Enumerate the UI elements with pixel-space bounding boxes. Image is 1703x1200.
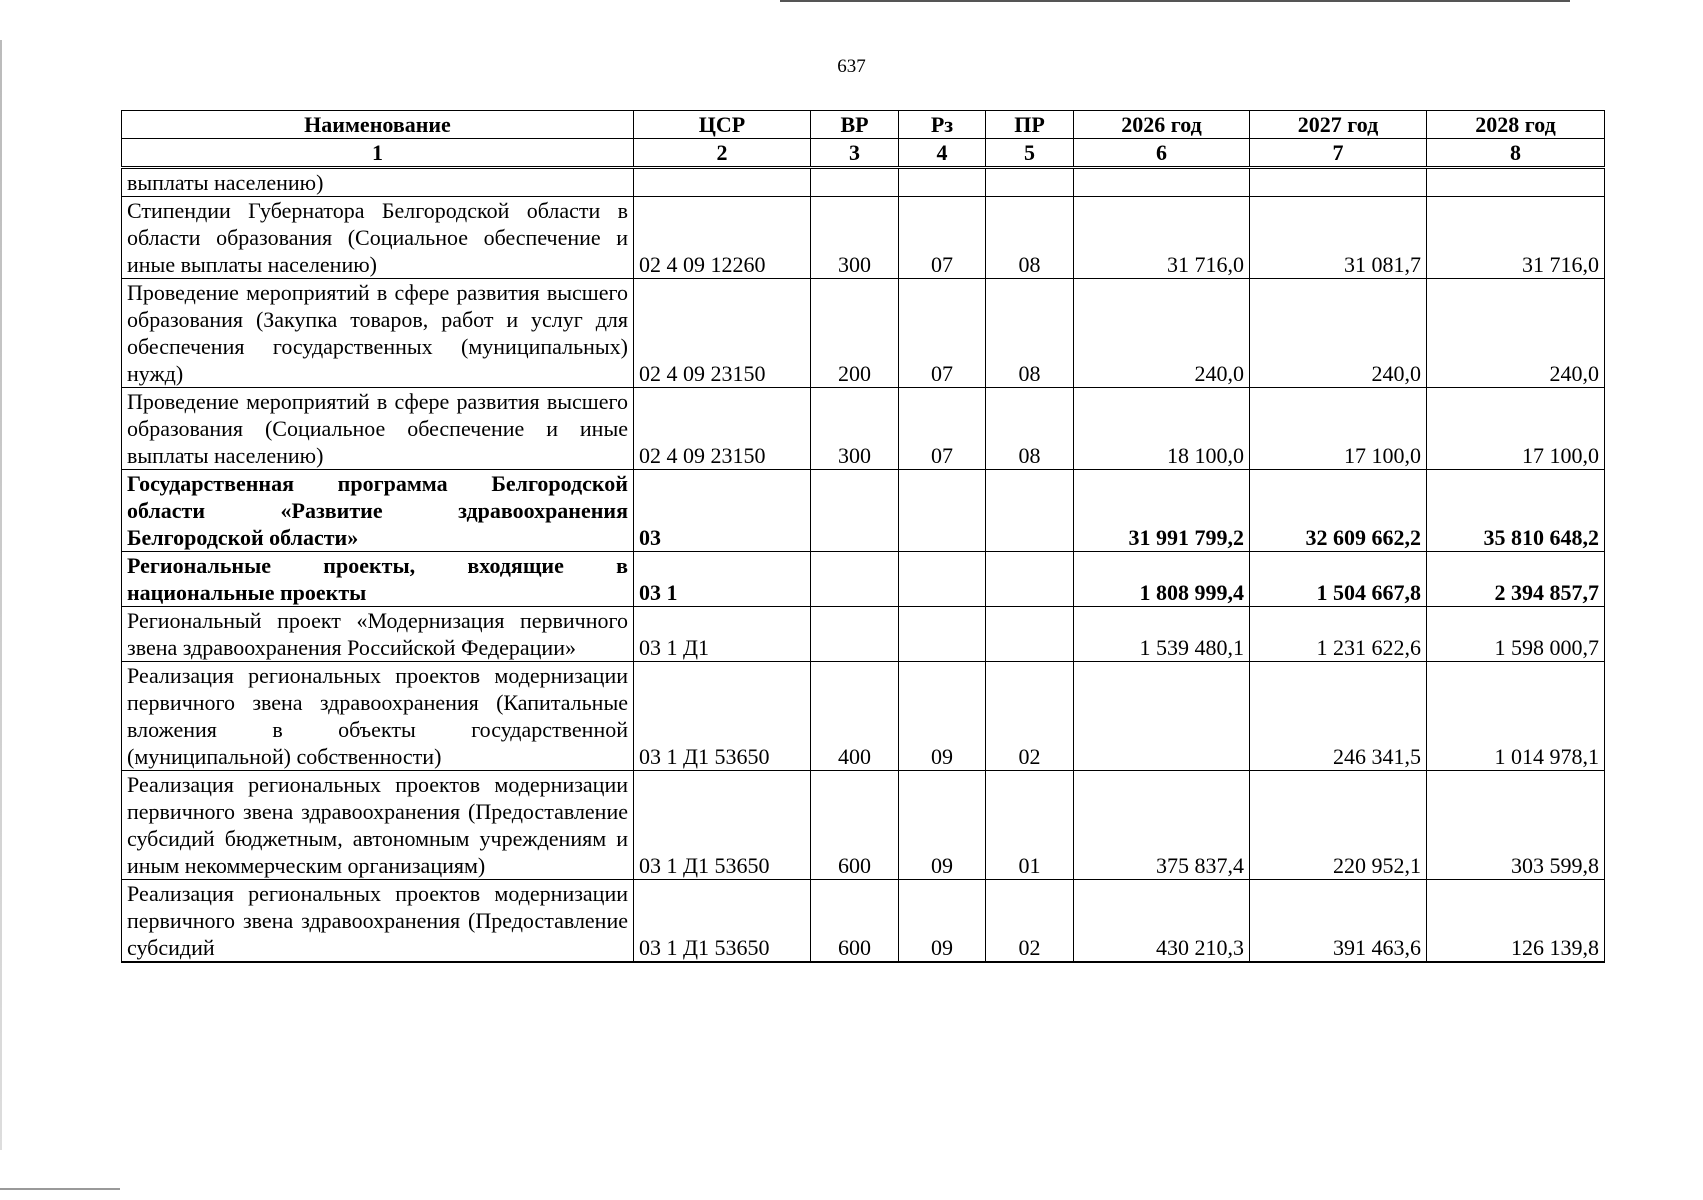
cell-rz: 07 xyxy=(899,197,986,279)
cell-csr: 03 1 Д1 xyxy=(634,607,811,662)
header-pr: ПР xyxy=(986,111,1074,139)
header-name: Наименование xyxy=(122,111,634,139)
cell-2028: 1 014 978,1 xyxy=(1427,662,1605,771)
cell-2026: 375 837,4 xyxy=(1074,771,1250,880)
header-2026: 2026 год xyxy=(1074,111,1250,139)
cell-2028: 303 599,8 xyxy=(1427,771,1605,880)
cell-2028: 126 139,8 xyxy=(1427,880,1605,963)
cell-pr xyxy=(986,552,1074,607)
table-row-subprogram xyxy=(122,552,1605,607)
cell-vr: 600 xyxy=(811,880,899,963)
cell-csr: 02 4 09 23150 xyxy=(634,279,811,388)
cell-2027: 246 341,5 xyxy=(1250,662,1427,771)
cell-name: Реализация региональных проектов модернизации первичного звена здравоохранения (Предоставление субсидий бюджетным, автономным учреждениям и иным некоммерческим организациям) xyxy=(122,771,634,880)
column-number: 3 xyxy=(811,139,899,168)
cell-2028: 240,0 xyxy=(1427,279,1605,388)
cell-2028: 31 716,0 xyxy=(1427,197,1605,279)
scan-edge-left xyxy=(0,40,2,1150)
budget-table xyxy=(121,110,1605,963)
cell-2027: 240,0 xyxy=(1250,279,1427,388)
cell-csr: 02 4 09 12260 xyxy=(634,197,811,279)
cell-rz xyxy=(899,470,986,552)
cell-2026: 240,0 xyxy=(1074,279,1250,388)
table-row xyxy=(122,662,1605,771)
cell-vr: 600 xyxy=(811,771,899,880)
cell-2026: 1 539 480,1 xyxy=(1074,607,1250,662)
cell-2028: 1 598 000,7 xyxy=(1427,607,1605,662)
cell-2026 xyxy=(1074,168,1250,197)
cell-2026: 1 808 999,4 xyxy=(1074,552,1250,607)
cell-2027: 31 081,7 xyxy=(1250,197,1427,279)
cell-name: Реализация региональных проектов модернизации первичного звена здравоохранения (Капитальные вложения в объекты государственной (муниципальной) собственности) xyxy=(122,662,634,771)
cell-name: Государственная программа Белгородской области «Развитие здравоохранения Белгородской области» xyxy=(122,470,634,552)
cell-rz: 07 xyxy=(899,388,986,470)
scan-edge-bottom xyxy=(0,1188,120,1190)
column-number: 8 xyxy=(1427,139,1605,168)
header-csr: ЦСР xyxy=(634,111,811,139)
cell-2026 xyxy=(1074,662,1250,771)
scan-edge-top xyxy=(780,0,1570,2)
cell-vr: 300 xyxy=(811,197,899,279)
cell-vr: 200 xyxy=(811,279,899,388)
cell-rz: 09 xyxy=(899,662,986,771)
cell-2026: 430 210,3 xyxy=(1074,880,1250,963)
cell-2027: 220 952,1 xyxy=(1250,771,1427,880)
column-number-row xyxy=(122,139,1605,168)
table-row-program xyxy=(122,470,1605,552)
cell-pr xyxy=(986,470,1074,552)
cell-pr: 01 xyxy=(986,771,1074,880)
cell-pr: 02 xyxy=(986,662,1074,771)
page-number: 637 xyxy=(837,56,866,77)
cell-rz: 09 xyxy=(899,771,986,880)
cell-vr xyxy=(811,168,899,197)
table-row xyxy=(122,771,1605,880)
cell-name: Проведение мероприятий в сфере развития высшего образования (Социальное обеспечение и иные выплаты населению) xyxy=(122,388,634,470)
table-row xyxy=(122,168,1605,197)
cell-vr xyxy=(811,607,899,662)
column-number: 5 xyxy=(986,139,1074,168)
cell-rz xyxy=(899,168,986,197)
cell-csr: 03 1 xyxy=(634,552,811,607)
cell-rz: 09 xyxy=(899,880,986,963)
cell-csr: 03 xyxy=(634,470,811,552)
cell-2027: 17 100,0 xyxy=(1250,388,1427,470)
cell-2026: 31 991 799,2 xyxy=(1074,470,1250,552)
cell-2028: 17 100,0 xyxy=(1427,388,1605,470)
cell-pr xyxy=(986,168,1074,197)
cell-name: Региональные проекты, входящие в национальные проекты xyxy=(122,552,634,607)
cell-2028: 35 810 648,2 xyxy=(1427,470,1605,552)
cell-pr: 08 xyxy=(986,388,1074,470)
cell-vr xyxy=(811,552,899,607)
column-number: 2 xyxy=(634,139,811,168)
cell-2027 xyxy=(1250,168,1427,197)
cell-2027: 1 231 622,6 xyxy=(1250,607,1427,662)
cell-vr: 400 xyxy=(811,662,899,771)
cell-2026: 31 716,0 xyxy=(1074,197,1250,279)
table-row xyxy=(122,388,1605,470)
cell-name: Реализация региональных проектов модернизации первичного звена здравоохранения (Предоставление субсидий xyxy=(122,880,634,963)
cell-2028 xyxy=(1427,168,1605,197)
column-number: 1 xyxy=(122,139,634,168)
column-number: 6 xyxy=(1074,139,1250,168)
cell-name: Региональный проект «Модернизация первичного звена здравоохранения Российской Федерации» xyxy=(122,607,634,662)
table-row xyxy=(122,880,1605,963)
cell-csr: 03 1 Д1 53650 xyxy=(634,880,811,963)
header-2028: 2028 год xyxy=(1427,111,1605,139)
column-number: 4 xyxy=(899,139,986,168)
cell-rz: 07 xyxy=(899,279,986,388)
cell-2027: 391 463,6 xyxy=(1250,880,1427,963)
cell-pr: 02 xyxy=(986,880,1074,963)
cell-name: Проведение мероприятий в сфере развития высшего образования (Закупка товаров, работ и услуг для обеспечения государственных (муниципальных) нужд) xyxy=(122,279,634,388)
cell-csr: 03 1 Д1 53650 xyxy=(634,771,811,880)
cell-2028: 2 394 857,7 xyxy=(1427,552,1605,607)
cell-2027: 32 609 662,2 xyxy=(1250,470,1427,552)
cell-pr: 08 xyxy=(986,279,1074,388)
table-row xyxy=(122,197,1605,279)
cell-pr: 08 xyxy=(986,197,1074,279)
header-rz: Рз xyxy=(899,111,986,139)
cell-name: Стипендии Губернатора Белгородской области в области образования (Социальное обеспечение и иные выплаты населению) xyxy=(122,197,634,279)
cell-name: выплаты населению) xyxy=(122,168,634,197)
column-number: 7 xyxy=(1250,139,1427,168)
cell-vr: 300 xyxy=(811,388,899,470)
cell-vr xyxy=(811,470,899,552)
header-vr: ВР xyxy=(811,111,899,139)
cell-csr: 03 1 Д1 53650 xyxy=(634,662,811,771)
table-row xyxy=(122,607,1605,662)
header-row xyxy=(122,111,1605,139)
cell-pr xyxy=(986,607,1074,662)
cell-2026: 18 100,0 xyxy=(1074,388,1250,470)
cell-csr xyxy=(634,168,811,197)
header-2027: 2027 год xyxy=(1250,111,1427,139)
cell-2027: 1 504 667,8 xyxy=(1250,552,1427,607)
cell-csr: 02 4 09 23150 xyxy=(634,388,811,470)
table-row xyxy=(122,279,1605,388)
cell-rz xyxy=(899,607,986,662)
cell-rz xyxy=(899,552,986,607)
